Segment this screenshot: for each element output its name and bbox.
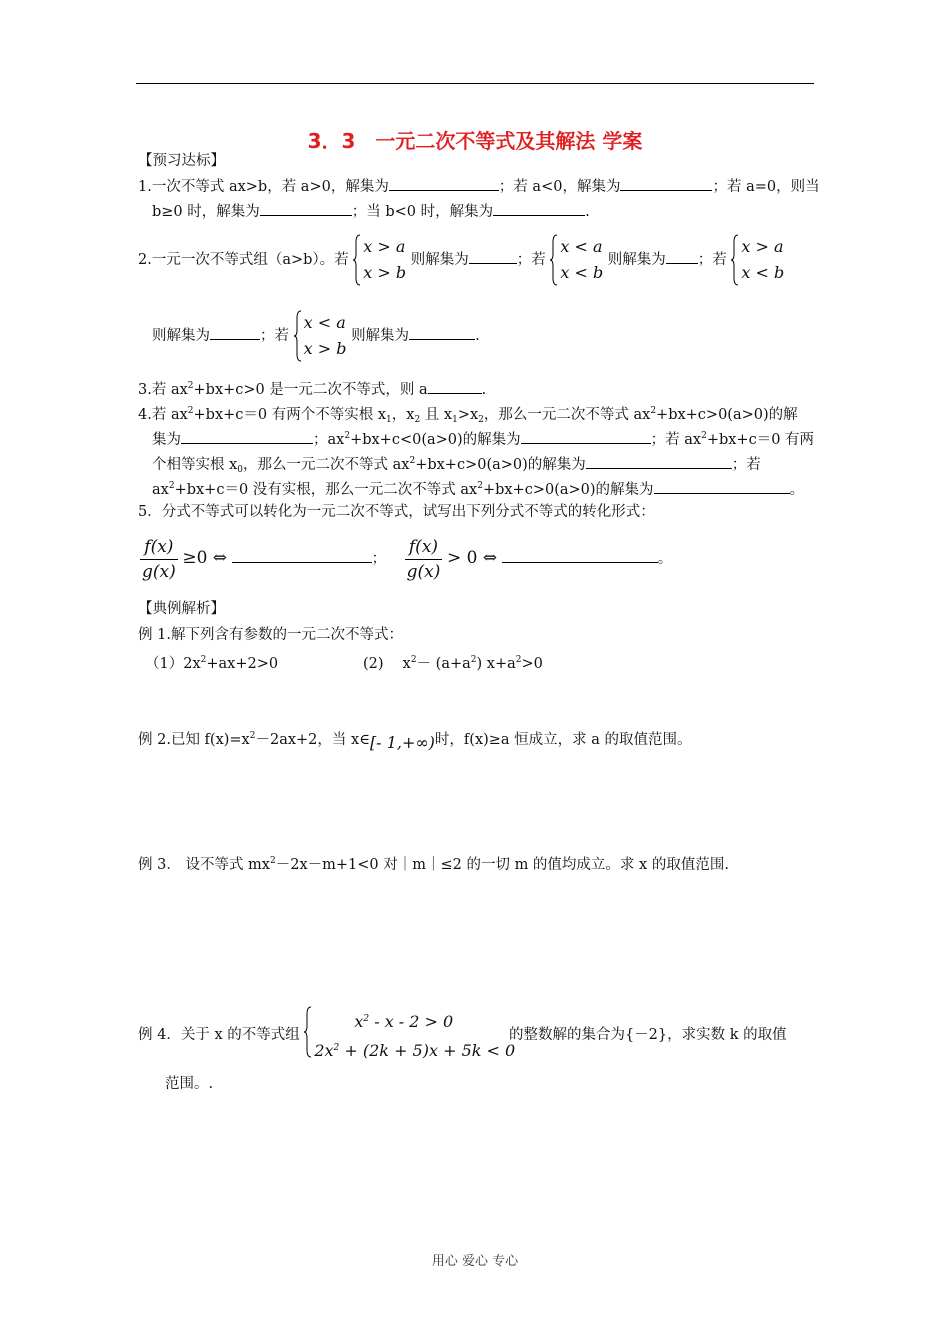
inequality-system: x < a x > b [294, 310, 347, 362]
answer-blank[interactable] [210, 325, 260, 340]
answer-blank[interactable] [389, 176, 499, 191]
question-4-line-1: 4.若 $ax^2+bx+c=0$ 有两个不等实根 $x_1$，$x_2$ 且 $x_1>x_2$，那么一元二次不等式 $ax^2+bx+c>0(a>0)$的解 [138, 406, 798, 425]
inequality-system: $x^2 - x - 2 > 0$ $2x^2 + (2k + 5)x + 5k < 0$ [304, 1006, 502, 1064]
question-1-line-2: b≥0 时，解集为 ；当 b<0 时，解集为 . [152, 201, 590, 223]
section-preview-heading: 【预习达标】 [138, 153, 225, 169]
inequality-system: x > a x > b [353, 234, 406, 286]
example-4-line-2: 范围。. [165, 1076, 214, 1092]
example-1-part-2: (2) $x^2- (a+a^2)$ $x+a^2>0$ [363, 655, 543, 672]
answer-blank[interactable] [521, 429, 651, 444]
example-4-line-1: 例 4．关于 x 的不等式组 $x^2 - x - 2 > 0$ $2x^2 + (2k + 5)x + 5k < 0$ 的整数解的集合为{－2}，求实数 k 的取值 [138, 1006, 787, 1064]
answer-blank[interactable] [620, 176, 712, 191]
fraction: $\frac{f(x)}{g(x)}$ [142, 536, 176, 582]
page-title: 3．3 一元二次不等式及其解法 学案 [307, 129, 643, 153]
question-4-line-2: 集为 ；$ax^2+bx+c<0(a>0)$的解集为 ；若 $ax^2+bx+c=0$ 有两 [152, 431, 815, 448]
interval: [- 1,+∞) [369, 733, 435, 752]
example-3: 例 3． 设不等式 $mx^2-2x-m+1<0$ 对｜m｜≤2 的一切 m 的值均成立。求 x 的取值范围. [138, 856, 729, 873]
answer-blank[interactable] [232, 548, 372, 563]
answer-blank[interactable] [666, 249, 698, 264]
top-rule [136, 83, 814, 84]
answer-blank[interactable] [469, 249, 517, 264]
question-4-line-3: 个相等实根 $x_0$，那么一元二次不等式 $ax^2+bx+c>0(a>0)$的解集为 ；若 [152, 456, 761, 475]
question-2-line-1: 2.一元一次不等式组（a>b）。若 x > a x > b 则解集为 ；若 x < a x < b 则解集为 ；若 x > a x < b [138, 234, 784, 286]
example-2: 例 2.已知 $f(x)=x^2-2ax+2$，当 x∈[- 1,+∞)时，f(x)≥a 恒成立，求 a 的取值范围。 [138, 731, 692, 752]
example-1-text: 例 1.解下列含有参数的一元二次不等式： [138, 627, 403, 643]
fraction: $\frac{f(x)}{g(x)}$ [406, 536, 441, 582]
inequality-system: x < a x < b [550, 234, 603, 286]
question-1-line-1: 1.一次不等式 ax>b，若 a>0，解集为 ；若 a<0，解集为 ；若 a=0，则当 [138, 176, 820, 198]
page-footer: 用心 爱心 专心 [431, 1254, 519, 1269]
inequality-system: x > a x < b [731, 234, 784, 286]
question-5-text: 5．分式不等式可以转化为一元二次不等式，试写出下列分式不等式的转化形式： [138, 504, 655, 520]
answer-blank[interactable] [260, 201, 352, 216]
answer-blank[interactable] [586, 454, 732, 469]
question-5-formulas: $\frac{f(x)}{g(x)}$ ≥0 ⇔ ； $\frac{f(x)}{g(x)}$ > 0 ⇔ 。 [142, 536, 673, 582]
example-1-part-1: $(1)2x^2+ax+2>0$ [145, 655, 279, 672]
answer-blank[interactable] [181, 429, 313, 444]
answer-blank[interactable] [409, 325, 475, 340]
answer-blank[interactable] [654, 479, 790, 494]
answer-blank[interactable] [502, 548, 658, 563]
question-2-line-2: 则解集为 ；若 x < a x > b 则解集为 . [152, 310, 480, 362]
section-examples-heading: 【典例解析】 [138, 601, 225, 617]
answer-blank[interactable] [428, 379, 482, 394]
answer-blank[interactable] [493, 201, 585, 216]
question-4-line-4: $ax^2+bx+c=0$ 没有实根，那么一元二次不等式 $ax^2+bx+c>0(a>0)$的解集为 。 [152, 481, 805, 498]
question-3: 3.若 $ax^2+bx+c>0$ 是一元二次不等式，则 a . [138, 381, 487, 398]
